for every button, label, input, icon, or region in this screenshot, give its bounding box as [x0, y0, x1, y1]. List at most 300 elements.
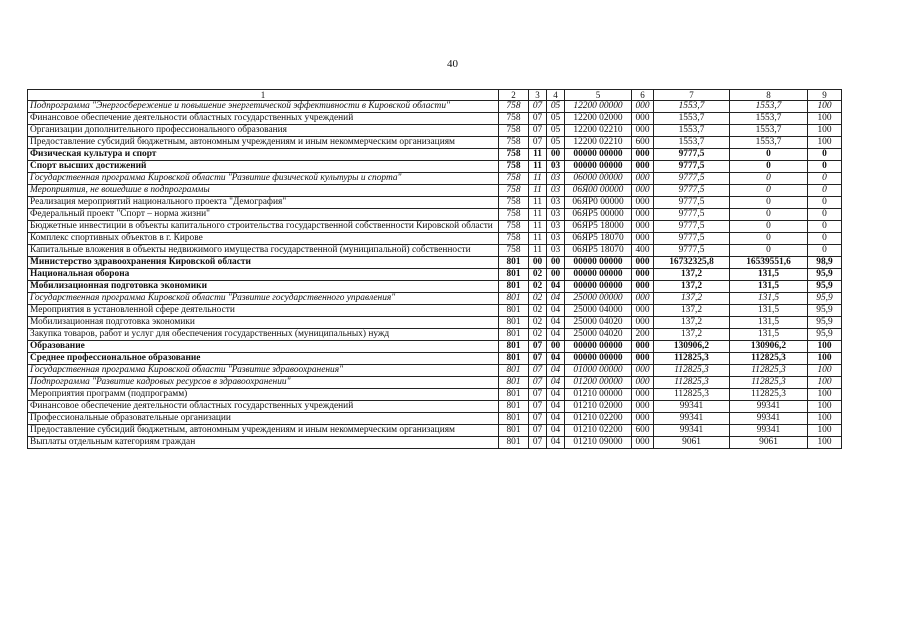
item-name: Государственная программа Кировской области "Развитие государственного управления" [28, 293, 499, 305]
executed-amount: 131,5 [730, 317, 808, 329]
expense-type-code: 000 [632, 149, 654, 161]
planned-amount: 9777,5 [654, 221, 730, 233]
planned-amount: 9061 [654, 437, 730, 449]
budget-table [27, 89, 842, 449]
item-name: Бюджетные инвестиции в объекты капитального строительства государственной собственности Кировской области [28, 221, 499, 233]
subsection-code: 00 [547, 269, 565, 281]
executed-amount: 112825,3 [730, 353, 808, 365]
item-name: Национальная оборона [28, 269, 499, 281]
header-cell: 2 [499, 90, 529, 101]
ministry-code: 758 [499, 101, 529, 113]
planned-amount: 137,2 [654, 329, 730, 341]
planned-amount: 130906,2 [654, 341, 730, 353]
execution-percent: 0 [808, 173, 842, 185]
ministry-code: 801 [499, 437, 529, 449]
planned-amount: 99341 [654, 413, 730, 425]
planned-amount: 16732325,8 [654, 257, 730, 269]
target-article-code: 06Я00 00000 [565, 185, 632, 197]
executed-amount: 112825,3 [730, 377, 808, 389]
expense-type-code: 000 [632, 377, 654, 389]
planned-amount: 9777,5 [654, 197, 730, 209]
planned-amount: 137,2 [654, 293, 730, 305]
executed-amount: 0 [730, 209, 808, 221]
section-code: 07 [529, 101, 547, 113]
executed-amount: 1553,7 [730, 101, 808, 113]
item-name: Мобилизационная подготовка экономики [28, 317, 499, 329]
table-row [28, 161, 842, 173]
executed-amount: 99341 [730, 413, 808, 425]
ministry-code: 758 [499, 185, 529, 197]
subsection-code: 05 [547, 113, 565, 125]
section-code: 11 [529, 209, 547, 221]
table-row [28, 209, 842, 221]
subsection-code: 03 [547, 245, 565, 257]
item-name: Подпрограмма "Энергосбережение и повышение энергетической эффективности в Кировской области" [28, 101, 499, 113]
execution-percent: 95,9 [808, 305, 842, 317]
executed-amount: 0 [730, 173, 808, 185]
planned-amount: 9777,5 [654, 209, 730, 221]
expense-type-code: 000 [632, 209, 654, 221]
table-row [28, 221, 842, 233]
table-row [28, 425, 842, 437]
item-name: Спорт высших достижений [28, 161, 499, 173]
table-row [28, 413, 842, 425]
ministry-code: 758 [499, 137, 529, 149]
section-code: 11 [529, 245, 547, 257]
ministry-code: 801 [499, 281, 529, 293]
execution-percent: 100 [808, 125, 842, 137]
executed-amount: 131,5 [730, 293, 808, 305]
execution-percent: 95,9 [808, 269, 842, 281]
table-row [28, 305, 842, 317]
item-name: Физическая культура и спорт [28, 149, 499, 161]
subsection-code: 04 [547, 353, 565, 365]
target-article-code: 06ЯР5 00000 [565, 209, 632, 221]
subsection-code: 03 [547, 197, 565, 209]
target-article-code: 01210 09000 [565, 437, 632, 449]
target-article-code: 00000 00000 [565, 149, 632, 161]
target-article-code: 25000 00000 [565, 293, 632, 305]
planned-amount: 137,2 [654, 269, 730, 281]
table-row [28, 257, 842, 269]
target-article-code: 06ЯР0 00000 [565, 197, 632, 209]
item-name: Предоставление субсидий бюджетным, автономным учреждениям и иным некоммерческим организациям [28, 137, 499, 149]
subsection-code: 03 [547, 233, 565, 245]
section-code: 07 [529, 425, 547, 437]
section-code: 11 [529, 197, 547, 209]
execution-percent: 0 [808, 245, 842, 257]
ministry-code: 801 [499, 257, 529, 269]
item-name: Подпрограмма "Развитие кадровых ресурсов в здравоохранении" [28, 377, 499, 389]
section-code: 11 [529, 173, 547, 185]
table-row [28, 101, 842, 113]
planned-amount: 9777,5 [654, 245, 730, 257]
item-name: Капитальные вложения в объекты недвижимого имущества государственной (муниципальной) собственности [28, 245, 499, 257]
expense-type-code: 000 [632, 221, 654, 233]
section-code: 11 [529, 149, 547, 161]
section-code: 07 [529, 437, 547, 449]
table-row [28, 173, 842, 185]
target-article-code: 01200 00000 [565, 377, 632, 389]
ministry-code: 758 [499, 113, 529, 125]
expense-type-code: 000 [632, 401, 654, 413]
planned-amount: 9777,5 [654, 149, 730, 161]
item-name: Профессиональные образовательные организации [28, 413, 499, 425]
executed-amount: 1553,7 [730, 113, 808, 125]
section-code: 11 [529, 185, 547, 197]
expense-type-code: 000 [632, 161, 654, 173]
subsection-code: 04 [547, 317, 565, 329]
ministry-code: 758 [499, 149, 529, 161]
subsection-code: 04 [547, 401, 565, 413]
ministry-code: 801 [499, 329, 529, 341]
subsection-code: 00 [547, 341, 565, 353]
executed-amount: 16539551,6 [730, 257, 808, 269]
section-code: 11 [529, 161, 547, 173]
planned-amount: 1553,7 [654, 113, 730, 125]
item-name: Комплекс спортивных объектов в г. Кирове [28, 233, 499, 245]
target-article-code: 06ЯР5 18070 [565, 233, 632, 245]
expense-type-code: 000 [632, 413, 654, 425]
item-name: Среднее профессиональное образование [28, 353, 499, 365]
executed-amount: 0 [730, 221, 808, 233]
planned-amount: 1553,7 [654, 125, 730, 137]
executed-amount: 0 [730, 161, 808, 173]
item-name: Финансовое обеспечение деятельности областных государственных учреждений [28, 401, 499, 413]
target-article-code: 06000 00000 [565, 173, 632, 185]
execution-percent: 95,9 [808, 317, 842, 329]
expense-type-code: 000 [632, 281, 654, 293]
section-code: 07 [529, 125, 547, 137]
execution-percent: 100 [808, 377, 842, 389]
table-row [28, 137, 842, 149]
table-row [28, 353, 842, 365]
target-article-code: 25000 04020 [565, 317, 632, 329]
ministry-code: 758 [499, 221, 529, 233]
target-article-code: 01210 00000 [565, 389, 632, 401]
expense-type-code: 000 [632, 173, 654, 185]
expense-type-code: 000 [632, 197, 654, 209]
executed-amount: 131,5 [730, 305, 808, 317]
table-row [28, 245, 842, 257]
subsection-code: 03 [547, 209, 565, 221]
header-cell: 4 [547, 90, 565, 101]
item-name: Федеральный проект "Спорт – норма жизни" [28, 209, 499, 221]
subsection-code: 03 [547, 185, 565, 197]
ministry-code: 758 [499, 197, 529, 209]
executed-amount: 0 [730, 185, 808, 197]
table-row [28, 293, 842, 305]
ministry-code: 758 [499, 125, 529, 137]
subsection-code: 04 [547, 389, 565, 401]
executed-amount: 112825,3 [730, 389, 808, 401]
target-article-code: 00000 00000 [565, 353, 632, 365]
ministry-code: 758 [499, 161, 529, 173]
execution-percent: 95,9 [808, 281, 842, 293]
executed-amount: 130906,2 [730, 341, 808, 353]
execution-percent: 100 [808, 389, 842, 401]
executed-amount: 0 [730, 149, 808, 161]
header-cell: 1 [28, 90, 499, 101]
subsection-code: 04 [547, 413, 565, 425]
execution-percent: 100 [808, 413, 842, 425]
subsection-code: 04 [547, 365, 565, 377]
subsection-code: 03 [547, 173, 565, 185]
expense-type-code: 000 [632, 389, 654, 401]
executed-amount: 131,5 [730, 269, 808, 281]
execution-percent: 0 [808, 197, 842, 209]
table-row [28, 401, 842, 413]
expense-type-code: 000 [632, 341, 654, 353]
subsection-code: 04 [547, 293, 565, 305]
item-name: Финансовое обеспечение деятельности областных государственных учреждений [28, 113, 499, 125]
planned-amount: 112825,3 [654, 353, 730, 365]
ministry-code: 801 [499, 305, 529, 317]
planned-amount: 99341 [654, 401, 730, 413]
execution-percent: 0 [808, 233, 842, 245]
table-row [28, 389, 842, 401]
subsection-code: 05 [547, 101, 565, 113]
header-cell: 6 [632, 90, 654, 101]
subsection-code: 04 [547, 281, 565, 293]
planned-amount: 9777,5 [654, 173, 730, 185]
subsection-code: 03 [547, 221, 565, 233]
section-code: 00 [529, 257, 547, 269]
ministry-code: 758 [499, 245, 529, 257]
ministry-code: 801 [499, 401, 529, 413]
table-row [28, 365, 842, 377]
target-article-code: 12200 02210 [565, 125, 632, 137]
item-name: Образование [28, 341, 499, 353]
expense-type-code: 000 [632, 305, 654, 317]
planned-amount: 99341 [654, 425, 730, 437]
subsection-code: 04 [547, 329, 565, 341]
table-row [28, 281, 842, 293]
section-code: 07 [529, 377, 547, 389]
section-code: 07 [529, 413, 547, 425]
target-article-code: 01210 02000 [565, 401, 632, 413]
executed-amount: 1553,7 [730, 137, 808, 149]
execution-percent: 95,9 [808, 293, 842, 305]
section-code: 07 [529, 137, 547, 149]
target-article-code: 25000 04020 [565, 329, 632, 341]
execution-percent: 100 [808, 101, 842, 113]
target-article-code: 12200 00000 [565, 101, 632, 113]
planned-amount: 112825,3 [654, 389, 730, 401]
planned-amount: 1553,7 [654, 101, 730, 113]
table-row [28, 185, 842, 197]
target-article-code: 25000 04000 [565, 305, 632, 317]
subsection-code: 05 [547, 137, 565, 149]
executed-amount: 131,5 [730, 329, 808, 341]
expense-type-code: 000 [632, 125, 654, 137]
expense-type-code: 000 [632, 365, 654, 377]
item-name: Министерство здравоохранения Кировской области [28, 257, 499, 269]
subsection-code: 00 [547, 149, 565, 161]
section-code: 11 [529, 221, 547, 233]
execution-percent: 98,9 [808, 257, 842, 269]
target-article-code: 12200 02210 [565, 137, 632, 149]
ministry-code: 801 [499, 377, 529, 389]
section-code: 02 [529, 269, 547, 281]
planned-amount: 112825,3 [654, 377, 730, 389]
table-row [28, 341, 842, 353]
item-name: Предоставление субсидий бюджетным, автономным учреждениям и иным некоммерческим организациям [28, 425, 499, 437]
header-cell: 9 [808, 90, 842, 101]
target-article-code: 01210 02200 [565, 425, 632, 437]
ministry-code: 801 [499, 341, 529, 353]
section-code: 07 [529, 401, 547, 413]
expense-type-code: 000 [632, 437, 654, 449]
table-row [28, 377, 842, 389]
expense-type-code: 000 [632, 233, 654, 245]
table-row [28, 113, 842, 125]
execution-percent: 100 [808, 365, 842, 377]
item-name: Реализация мероприятий национального проекта "Демография" [28, 197, 499, 209]
expense-type-code: 400 [632, 245, 654, 257]
section-code: 02 [529, 293, 547, 305]
subsection-code: 00 [547, 257, 565, 269]
ministry-code: 801 [499, 389, 529, 401]
expense-type-code: 000 [632, 185, 654, 197]
item-name: Выплаты отдельным категориям граждан [28, 437, 499, 449]
table-row [28, 233, 842, 245]
planned-amount: 137,2 [654, 281, 730, 293]
executed-amount: 0 [730, 233, 808, 245]
section-code: 02 [529, 329, 547, 341]
executed-amount: 9061 [730, 437, 808, 449]
execution-percent: 0 [808, 221, 842, 233]
item-name: Государственная программа Кировской области "Развитие физической культуры и спорта" [28, 173, 499, 185]
table-header-row [28, 90, 842, 101]
header-cell: 8 [730, 90, 808, 101]
target-article-code: 06ЯР5 18000 [565, 221, 632, 233]
table-row [28, 437, 842, 449]
executed-amount: 99341 [730, 425, 808, 437]
item-name: Мобилизационная подготовка экономики [28, 281, 499, 293]
execution-percent: 100 [808, 341, 842, 353]
target-article-code: 01210 02200 [565, 413, 632, 425]
section-code: 07 [529, 365, 547, 377]
planned-amount: 9777,5 [654, 161, 730, 173]
ministry-code: 801 [499, 425, 529, 437]
executed-amount: 1553,7 [730, 125, 808, 137]
page-number: 40 [447, 58, 458, 70]
subsection-code: 04 [547, 425, 565, 437]
table-row [28, 317, 842, 329]
expense-type-code: 000 [632, 257, 654, 269]
ministry-code: 758 [499, 233, 529, 245]
executed-amount: 112825,3 [730, 365, 808, 377]
table-row [28, 329, 842, 341]
execution-percent: 0 [808, 185, 842, 197]
section-code: 11 [529, 233, 547, 245]
ministry-code: 801 [499, 317, 529, 329]
ministry-code: 801 [499, 353, 529, 365]
target-article-code: 00000 00000 [565, 257, 632, 269]
subsection-code: 03 [547, 161, 565, 173]
target-article-code: 00000 00000 [565, 269, 632, 281]
expense-type-code: 000 [632, 113, 654, 125]
section-code: 07 [529, 113, 547, 125]
section-code: 02 [529, 317, 547, 329]
subsection-code: 05 [547, 125, 565, 137]
subsection-code: 04 [547, 437, 565, 449]
header-cell: 5 [565, 90, 632, 101]
header-cell: 3 [529, 90, 547, 101]
ministry-code: 801 [499, 269, 529, 281]
ministry-code: 758 [499, 173, 529, 185]
table-body [28, 101, 842, 449]
item-name: Мероприятия в установленной сфере деятельности [28, 305, 499, 317]
ministry-code: 801 [499, 293, 529, 305]
expense-type-code: 000 [632, 101, 654, 113]
section-code: 02 [529, 281, 547, 293]
execution-percent: 100 [808, 113, 842, 125]
execution-percent: 100 [808, 401, 842, 413]
subsection-code: 04 [547, 305, 565, 317]
planned-amount: 112825,3 [654, 365, 730, 377]
subsection-code: 04 [547, 377, 565, 389]
section-code: 02 [529, 305, 547, 317]
expense-type-code: 600 [632, 425, 654, 437]
expense-type-code: 000 [632, 353, 654, 365]
table-row [28, 125, 842, 137]
planned-amount: 1553,7 [654, 137, 730, 149]
execution-percent: 0 [808, 209, 842, 221]
target-article-code: 00000 00000 [565, 161, 632, 173]
item-name: Организации дополнительного профессионального образования [28, 125, 499, 137]
planned-amount: 9777,5 [654, 233, 730, 245]
expense-type-code: 000 [632, 317, 654, 329]
planned-amount: 137,2 [654, 317, 730, 329]
execution-percent: 100 [808, 425, 842, 437]
executed-amount: 0 [730, 197, 808, 209]
ministry-code: 801 [499, 413, 529, 425]
item-name: Мероприятия программ (подпрограмм) [28, 389, 499, 401]
item-name: Закупка товаров, работ и услуг для обеспечения государственных (муниципальных) нужд [28, 329, 499, 341]
executed-amount: 99341 [730, 401, 808, 413]
expense-type-code: 000 [632, 269, 654, 281]
execution-percent: 0 [808, 161, 842, 173]
executed-amount: 0 [730, 245, 808, 257]
target-article-code: 00000 00000 [565, 281, 632, 293]
item-name: Государственная программа Кировской области "Развитие здравоохранения" [28, 365, 499, 377]
target-article-code: 00000 00000 [565, 341, 632, 353]
target-article-code: 06ЯР5 18070 [565, 245, 632, 257]
item-name: Мероприятия, не вошедшие в подпрограммы [28, 185, 499, 197]
planned-amount: 137,2 [654, 305, 730, 317]
expense-type-code: 200 [632, 329, 654, 341]
executed-amount: 131,5 [730, 281, 808, 293]
execution-percent: 0 [808, 149, 842, 161]
expense-type-code: 600 [632, 137, 654, 149]
target-article-code: 12200 02000 [565, 113, 632, 125]
expense-type-code: 000 [632, 293, 654, 305]
execution-percent: 100 [808, 137, 842, 149]
section-code: 07 [529, 341, 547, 353]
header-cell: 7 [654, 90, 730, 101]
table-row [28, 269, 842, 281]
ministry-code: 801 [499, 365, 529, 377]
table-row [28, 149, 842, 161]
table-row [28, 197, 842, 209]
target-article-code: 01000 00000 [565, 365, 632, 377]
execution-percent: 95,9 [808, 329, 842, 341]
ministry-code: 758 [499, 209, 529, 221]
section-code: 07 [529, 389, 547, 401]
planned-amount: 9777,5 [654, 185, 730, 197]
